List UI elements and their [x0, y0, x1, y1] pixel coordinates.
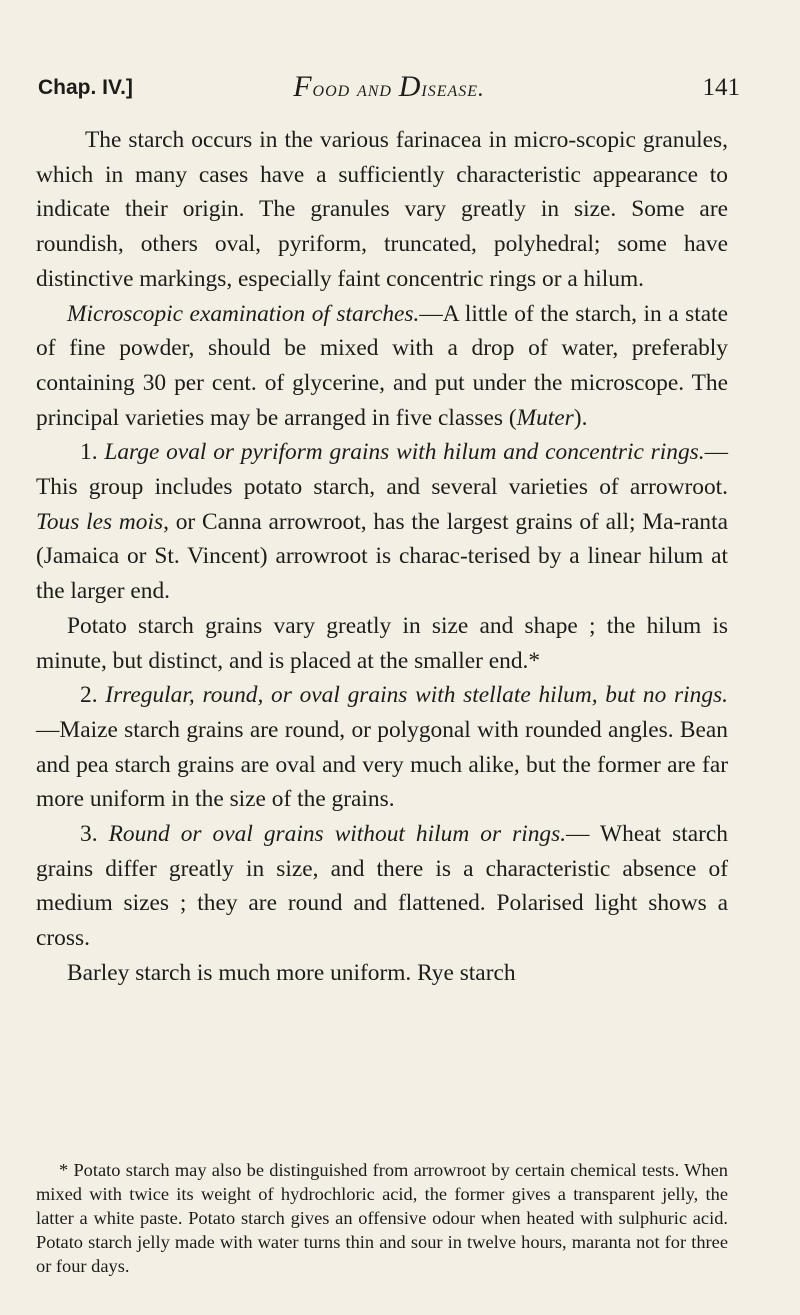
microscopic-text: —A little of the starch, in a state of fine powder, should be mixed with a drop of water, preferably containing 30 per cent. of glycerine, and put under the microscope. The principal varieties may be arranged in five classes (	[36, 300, 729, 431]
paragraph-barley-starch: Barley starch is much more uniform. Rye starch	[67, 959, 516, 986]
paragraph-microscopic-examination	[36, 297, 728, 436]
body-text	[36, 123, 728, 991]
title-part-2: isease.	[421, 76, 485, 101]
class-3-number: 3.	[80, 821, 109, 848]
class-2-heading: Irregular, round, or oval grains with stellate hilum, but no rings.	[105, 682, 728, 709]
footnote: * Potato starch may also be distinguished from arrowroot by certain chemical tests. When mixed with twice its weight of hydrochloric acid, the former gives a transparent jelly, the latter a white paste. Potato starch gives an offensive odour when heated with sulphuric acid. Potato starch jelly made with water turns thin and sour in twelve hours, maranta not for three or four days.	[36, 1160, 728, 1277]
section-heading-microscopic: Microscopic examination of starches.	[67, 300, 420, 327]
tous-les-mois: Tous les mois	[36, 508, 164, 535]
running-header	[38, 72, 740, 104]
class-1-heading: Large oval or pyriform grains with hilum and concentric rings.	[104, 439, 705, 466]
muter-citation: Muter	[516, 404, 574, 431]
class-3-heading: Round or oval grains without hilum or rings.	[108, 821, 567, 848]
class-2-number: 2.	[80, 682, 106, 709]
class-1-text-a: —This group includes potato starch, and several varieties of arrowroot.	[36, 439, 728, 501]
class-1-text-b: , or Canna arrowroot, has the largest grains of all; Ma-ranta (Jamaica or St. Vincent) arrowroot is charac-terised by a linear hilum at the larger end.	[36, 508, 728, 605]
chapter-label: Chap. IV.]	[38, 76, 133, 99]
title-initial-d: D	[398, 70, 422, 103]
paragraph-starch-granules: The starch occurs in the various farinacea in micro-scopic granules, which in many cases have a sufficiently characteristic appearance to indicate their origin. The granules vary greatly in size. Some are roundish, others oval, pyriform, truncated, polyhedral; some have distinctive markings, especially faint concentric rings or a hilum.	[36, 127, 728, 292]
paragraph-class-3	[36, 817, 728, 956]
paragraph-class-2	[36, 678, 728, 817]
paragraph-class-1	[36, 435, 728, 609]
title-part-1: ood and	[312, 76, 399, 101]
class-1-number: 1.	[80, 439, 105, 466]
microscopic-text-end: ).	[573, 404, 588, 431]
class-2-text: —Maize starch grains are round, or polygonal with rounded angles. Bean and pea starch grains are oval and very much alike, but the former are far more uniform in the size of the grains.	[36, 716, 728, 813]
class-3-text: — Wheat starch grains differ greatly in size, and there is a characteristic absence of medium sizes ; they are round and flattened. Polarised light shows a cross.	[36, 821, 728, 952]
page-number: 141	[702, 74, 740, 101]
running-title	[38, 70, 740, 104]
paragraph-potato-starch: Potato starch grains vary greatly in size and shape ; the hilum is minute, but distinct, and is placed at the smaller end.*	[36, 612, 728, 674]
title-initial-f: F	[293, 70, 313, 103]
